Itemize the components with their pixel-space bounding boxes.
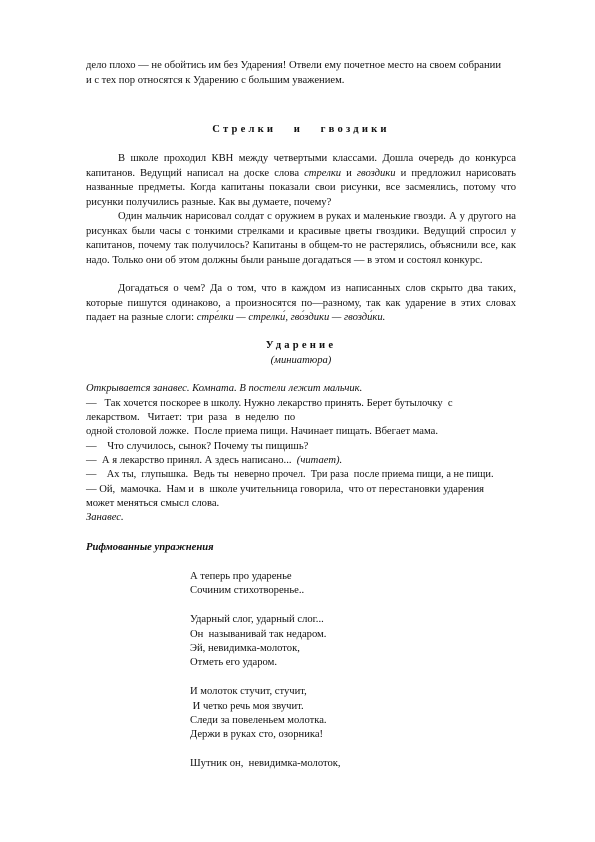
verse-line: Шутник он, невидимка-молоток, <box>190 758 341 770</box>
play-line-6: — Ах ты, глупышка. Ведь ты неверно прочел. Три раза после приема пищи, а не пищи. <box>86 469 494 480</box>
play-line-5 <box>86 454 516 469</box>
story-paragraph-1-text-b: и <box>341 167 357 179</box>
verse-line: А теперь про ударенье <box>190 571 292 582</box>
story-title: Стрелки и гвоздики <box>212 124 390 135</box>
story-paragraph-1-text-a: В школе проходил КВН между четвертыми классами. Дошла очередь до конкурса капитанов. Ведущий написал на доске слова <box>86 153 516 179</box>
verse-line: Он называнивай так недаром. <box>190 628 327 640</box>
play-line-7: — Ой, мамочка. Нам и в школе учительница говорила, что от перестановки ударения <box>86 484 485 495</box>
verse-line: Следи за повеленьем молотка. <box>190 715 327 727</box>
word-gvozdiki: гвоздики <box>356 167 396 179</box>
story-paragraph-1 <box>86 152 516 210</box>
word-strelki: стрелки <box>304 167 342 179</box>
stress-examples: стре́лки — стрелки́, гво́здики — гвозди́ки. <box>196 312 386 324</box>
play-subtitle: (миниатюра) <box>270 355 332 366</box>
verse-line: И четко речь моя звучит. <box>190 700 304 712</box>
stage-direction-open: Открывается занавес. Комната. В постели лежит мальчик. <box>86 383 363 394</box>
story-paragraph-2: Один мальчик нарисовал солдат с оружием в руках и маленькие гвозди. А у другого на рисунках были часы с тонкими стрелками и красивые цветы гвоздики. Ведущий спросил у капитанов, почему так получилось? Капитаны в общем-то не растерялись, объяснили все, как надо. Только они об этом должны были раньше догадаться — в этом и состоял конкурс. <box>86 211 516 266</box>
story-paragraph-1-text-c: и предложил нарисовать названные предметы. Когда капитаны показали свои рисунки, все засмеялись, потому что рисунки получились разные. Как вы думаете, почему? <box>86 167 517 208</box>
play-line-1: — Так хочется поскорее в школу. Нужно лекарство принять. Берет бутылочку с <box>86 398 453 409</box>
stanza-3 <box>190 685 520 743</box>
verse-line: Сочиним стихотворенье.. <box>190 585 305 597</box>
intro-line-2: и с тех пор относятся к Ударению с большим уважением. <box>86 75 345 86</box>
verse-line: И молоток стучит, стучит, <box>190 686 307 698</box>
verse <box>190 570 520 786</box>
story-paragraph-3 <box>86 282 516 326</box>
stanza-2 <box>190 613 520 671</box>
stanza-4 <box>190 757 520 771</box>
verse-line: Держи в руках сто, озорника! <box>190 729 324 741</box>
stage-direction-reads: (читает). <box>296 455 343 466</box>
play-line-4: — Что случилось, сынок? Почему ты пищишь? <box>86 441 309 452</box>
story-paragraph-3-text: Догадаться о чем? Да о том, что в каждом из написанных слов скрыто два таких, которые пишутся одинаково, а произносятся по—разному, так как ударение в этих словах падает на разные слоги: <box>86 283 516 324</box>
play-line-5-text: — А я лекарство принял. А здесь написано... <box>86 455 297 466</box>
play-line-3: одной столовой ложке. После приема пищи. Начинает пищать. Вбегает мама. <box>86 426 438 437</box>
verse-line: Эй, невидимка-молоток, <box>190 643 300 655</box>
play-title: Ударение <box>265 340 337 351</box>
verse-line: Ударный слог, ударный слог... <box>190 614 324 626</box>
play-line-2: лекарством. Читает: три раза в неделю по <box>86 412 296 423</box>
stanza-1 <box>190 570 520 599</box>
intro-line-1: дело плохо — не обойтись им без Ударения! Отвели ему почетное место на своем собрании <box>86 60 501 71</box>
exercises-title: Рифмованные упражнения <box>86 542 214 553</box>
stage-direction-close: Занавес. <box>86 512 124 523</box>
play-line-8: может меняться смысл слова. <box>86 498 220 509</box>
verse-line: Отметь его ударом. <box>190 657 277 669</box>
